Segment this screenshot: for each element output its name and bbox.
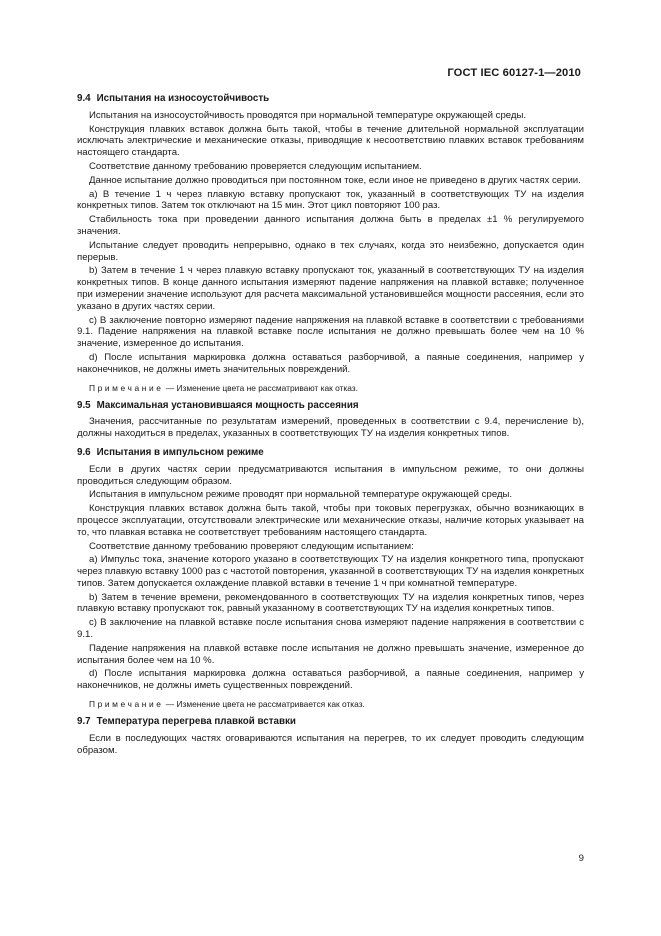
document-header: ГОСТ IEC 60127-1—2010 (447, 67, 581, 79)
note-text: — Изменение цвета не рассматривают как отказ. (163, 382, 358, 393)
paragraph: Конструкция плавких вставок должна быть такой, чтобы в течение длительной нормальной эксплуатации исключать электрические и механические отказы, приводящие к несоответствию плавких вставок требованиям настоящего стандарта. (77, 123, 584, 159)
section-number: 9.4 (77, 93, 91, 104)
document-body (77, 93, 584, 758)
section-number: 9.7 (77, 716, 91, 728)
section-heading (77, 93, 584, 105)
paragraph: Если в последующих частях оговариваются испытания на перегрев, то их следует проводить следующим образом. (77, 732, 584, 756)
note (77, 383, 584, 393)
paragraph: Соответствие данному требованию проверяется следующим испытанием. (89, 160, 422, 172)
note-label: Примечание (89, 382, 164, 393)
list-item: c) В заключение на плавкой вставке после испытания снова измеряют падение напряжения в соответствии с 9.1. (77, 617, 584, 641)
paragraph: Испытание следует проводить непрерывно, однако в тех случаях, когда это неизбежно, допускается один перерыв. (77, 239, 584, 263)
list-item: d) После испытания маркировка должна оставаться разборчивой, а паяные соединения, например у наконечников, не должны иметь значительных повреждений. (77, 351, 584, 375)
paragraph: Значения, рассчитанные по результатам измерений, проведенных в соответствии с 9.4, перечисление b), должны находиться в пределах, указанных в соответствующих ТУ на изделия конкретных типов. (77, 416, 584, 440)
list-item: b) Затем в течение времени, рекомендованного в соответствующих ТУ на изделия конкретных типов, через плавкую вставку пропускают ток, равный указанному в соответствующих ТУ на изделия конкретных типов. (77, 591, 584, 615)
section-heading (77, 447, 584, 459)
paragraph: Испытания в импульсном режиме проводят при нормальной температуре окружающей среды. (89, 489, 513, 501)
paragraph: Испытания на износоустойчивость проводятся при нормальной температуре окружающей среды. (89, 109, 527, 121)
section-number: 9.5 (77, 399, 91, 411)
paragraph: Конструкция плавких вставок должна быть такой, чтобы при токовых перегрузках, обычно возникающих в процессе эксплуатации, отсутствовали электрические или механические отказы, наличие которых указывает на то, что плавкая вставка не соответствует требованиям настоящего стандарта. (77, 503, 584, 538)
page-number: 9 (578, 853, 584, 864)
paragraph: Соответствие данному требованию проверяют следующим испытанием: (89, 540, 414, 552)
paragraph: Падение напряжения на плавкой вставке после испытания не должно превышать значение, измеренное до испытания более чем на 10 %. (77, 642, 584, 666)
note-label: Примечание (89, 699, 164, 710)
list-item: а) Импульс тока, значение которого указано в соответствующих ТУ на изделия конкретного типа, пропускают через плавкую вставку 1000 раз с частотой повторения, указанной в соответствующих ТУ на изделия конкретных типов. Затем допускается охлаждение плавкой вставки в течение 1 ч при комнатной температуре. (77, 554, 584, 589)
list-item: c) В заключение повторно измеряют падение напряжения на плавкой вставке в соответствии с требованиями 9.1. Падение напряжения на плавкой вставке после испытания не должно превышать более чем на 10 % значение, измеренное до испытания. (77, 314, 584, 350)
note-text: — Изменение цвета не рассматривается как отказ. (163, 699, 365, 710)
list-item: а) В течение 1 ч через плавкую вставку пропускают ток, указанный в соответствующих ТУ на изделия конкретных типов. Затем ток отключают на 15 мин. Этот цикл повторяют 100 раз. (77, 188, 584, 212)
note (77, 699, 584, 709)
section-title: Испытания на износоустойчивость (96, 93, 270, 104)
paragraph: Стабильность тока при проведении данного испытания должна быть в пределах ±1 % регулируемого значения. (77, 214, 584, 237)
paragraph: Данное испытание должно проводиться при постоянном токе, если иное не приведено в других частях серии. (89, 174, 581, 186)
section-heading (77, 716, 584, 728)
section-title: Максимальная установившаяся мощность рассеяния (96, 399, 359, 411)
paragraph: Если в других частях серии предусматриваются испытания в импульсном режиме, то они должны проводиться следующим образом. (77, 463, 584, 487)
section-title: Температура перегрева плавкой вставки (96, 716, 296, 728)
section-number: 9.6 (77, 446, 91, 458)
list-item: d) После испытания маркировка должна оставаться разборчивой, а паяные соединения, например у наконечников, не должны иметь существенных повреждений. (77, 668, 584, 692)
list-item: b) Затем в течение 1 ч через плавкую вставку пропускают ток, указанный в соответствующих ТУ на изделия конкретных типов. В конце данного испытания измеряют падение напряжения на плавкой вставке; полученное при измерении значение используют для расчета максимальной установившейся мощности рассеяния, если это указано в других частях серии. (77, 265, 584, 312)
section-heading (77, 400, 584, 412)
section-title: Испытания в импульсном режиме (96, 446, 264, 458)
